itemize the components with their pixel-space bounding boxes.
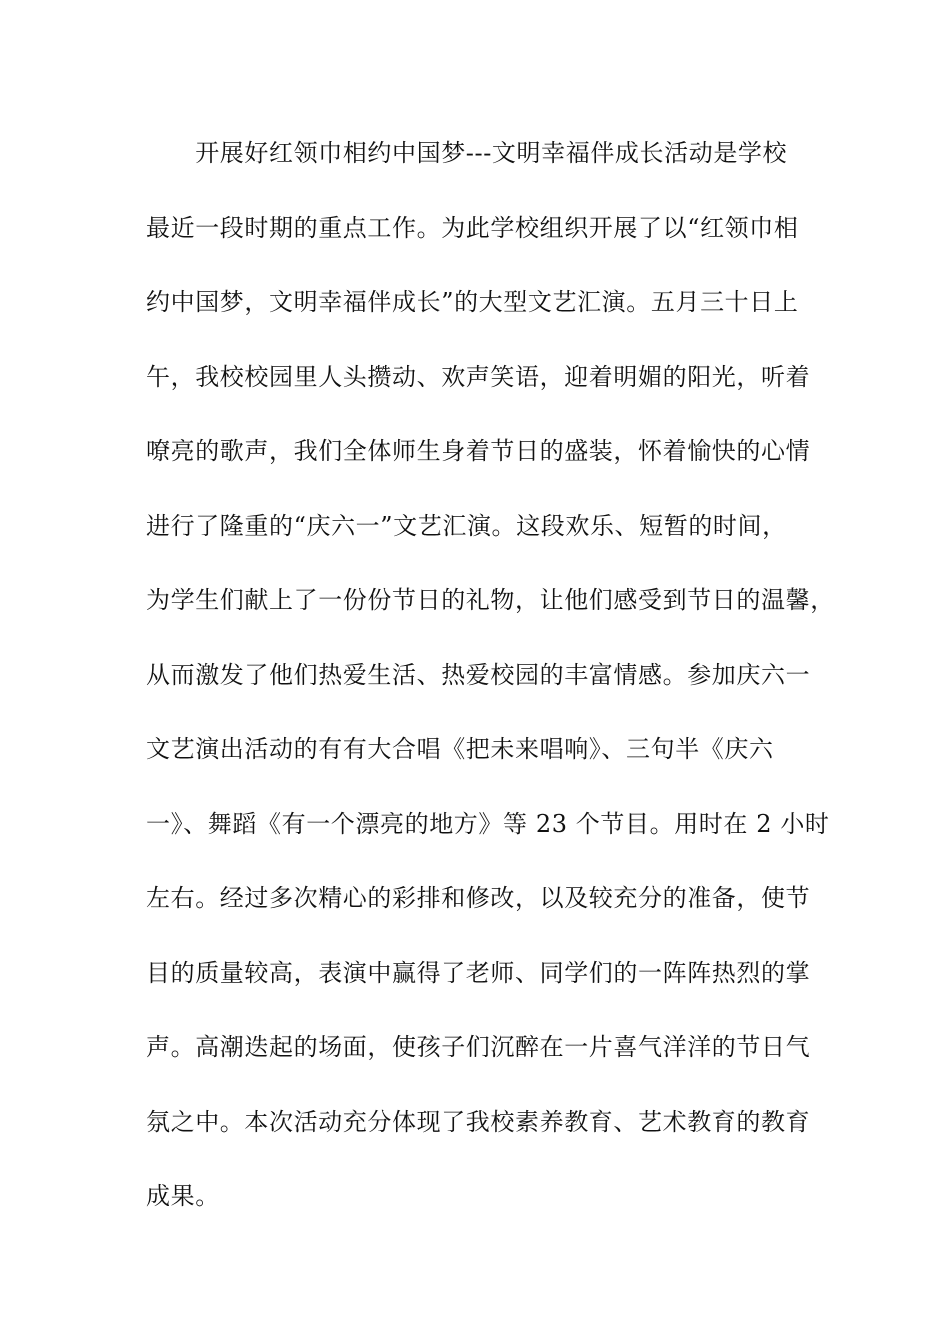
- text-line: 约中国梦，文明幸福伴成长”的大型文艺汇演。五月三十日上: [146, 288, 799, 316]
- text-line: 成果。: [146, 1182, 220, 1210]
- text-line: 目的质量较高，表演中赢得了老师、同学们的一阵阵热烈的掌: [146, 958, 811, 987]
- text-line: 从而激发了他们热爱生活、热爱校园的丰富情感。参加庆六一: [146, 660, 811, 689]
- text-line: 氛之中。本次活动充分体现了我校素养教育、艺术教育的教育: [146, 1107, 811, 1136]
- text-line: 进行了隆重的“庆六一”文艺汇演。这段欢乐、短暂的时间，: [146, 511, 787, 540]
- text-line: 一》、舞蹈《有一个漂亮的地方》等 23 个节目。用时在 2 小时: [146, 809, 830, 838]
- text-line: 左右。经过多次精心的彩排和修改，以及较充分的准备，使节: [146, 884, 811, 912]
- text-line: 嘹亮的歌声，我们全体师生身着节日的盛装，怀着愉快的心情: [146, 437, 811, 465]
- body-paragraph: [146, 133, 836, 1251]
- text-line: 声。高潮迭起的场面，使孩子们沉醉在一片喜气洋洋的节日气: [146, 1033, 811, 1061]
- text-line: 最近一段时期的重点工作。为此学校组织开展了以“红领巾相: [146, 213, 799, 242]
- text-line: 文艺演出活动的有有大合唱《把未来唱响》、三句半《庆六: [146, 735, 774, 763]
- text-line: 午，我校校园里人头攒动、欢声笑语，迎着明媚的阳光，听着: [146, 362, 811, 391]
- text-line: 开展好红领巾相约中国梦---文明幸福伴成长活动是学校: [146, 139, 788, 167]
- text-line: 为学生们献上了一份份节日的礼物，让他们感受到节日的温馨，: [146, 586, 835, 614]
